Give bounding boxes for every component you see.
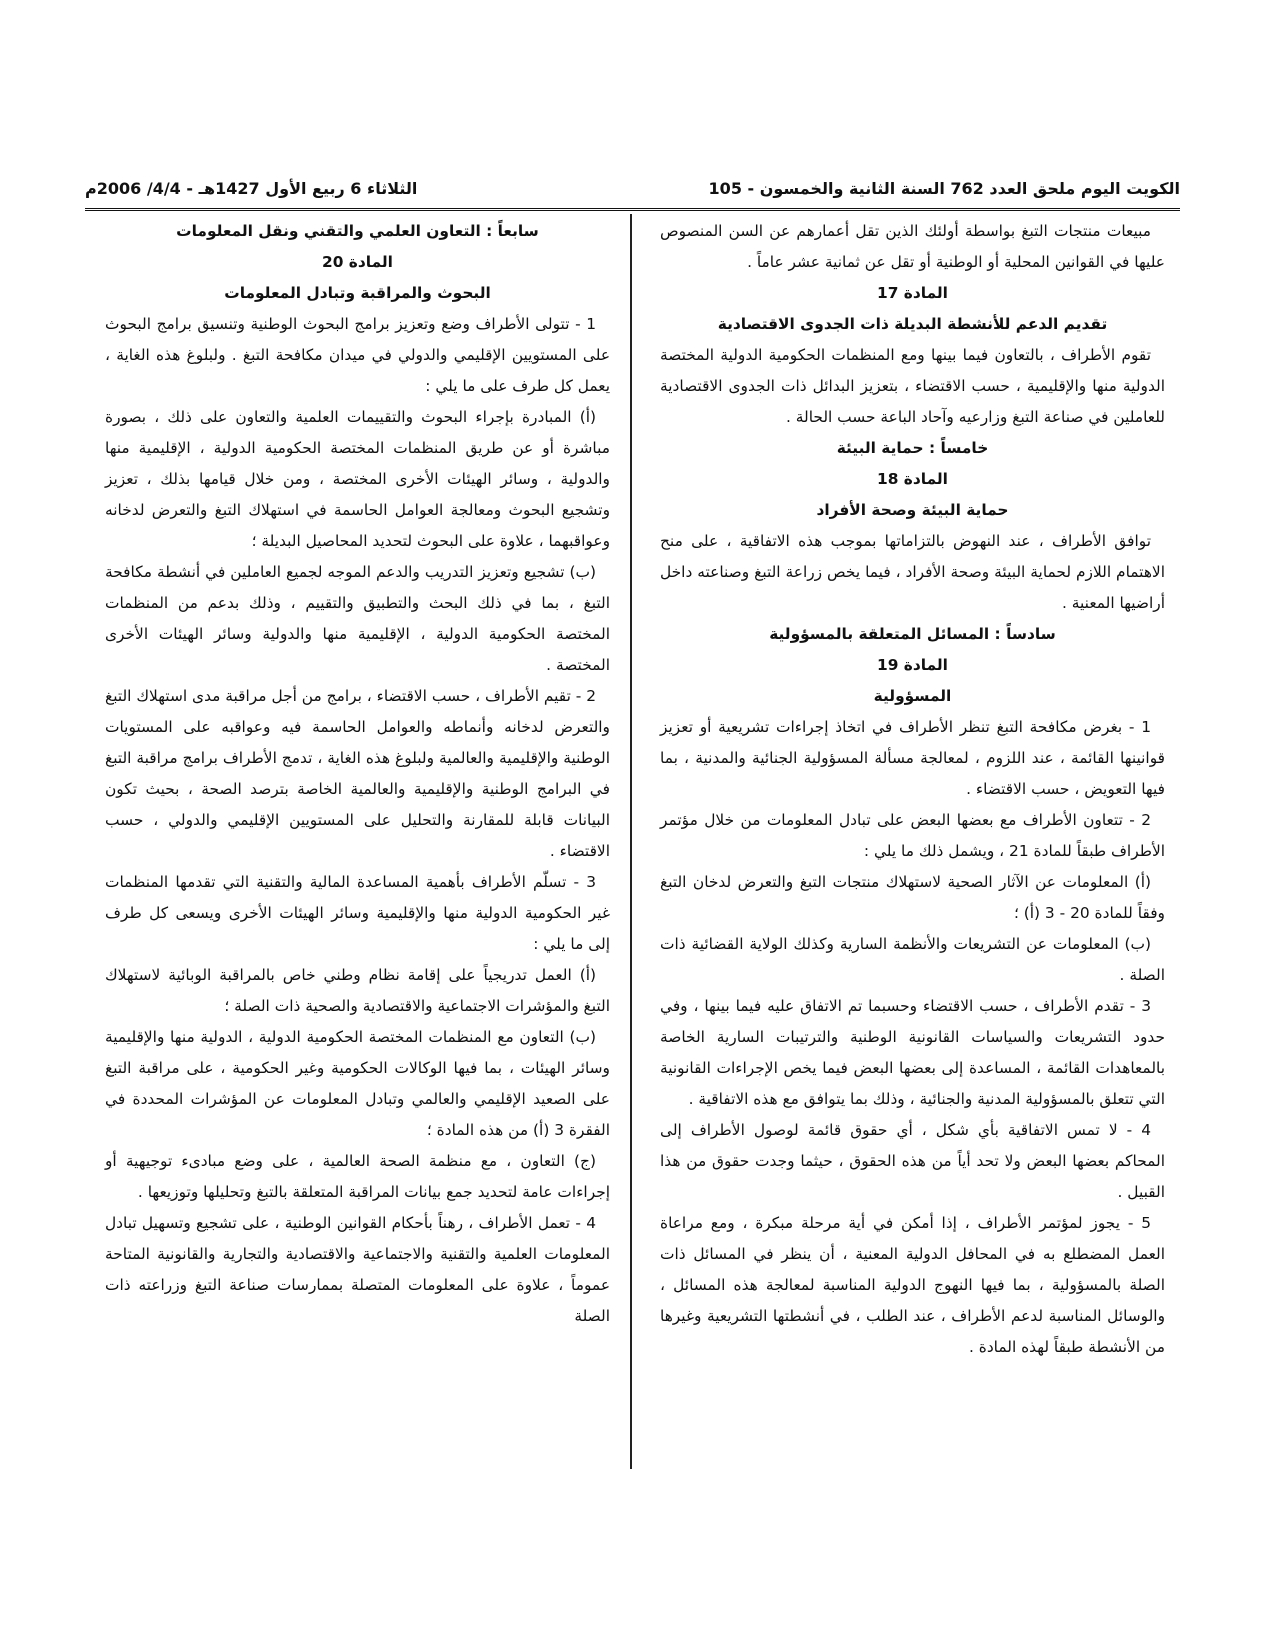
article-20-paragraph-3b: (ب) التعاون مع المنظمات المختصة الحكومية الدولية ، الدولية منها والإقليمية وسائر الهيئات ، بما فيها الوكالات الحكومية وغير الحكومية ، على مراقبة التبغ على الصعيد الإقليمي والعالمي وتبادل المعلومات عن المؤشرات المحددة في الفقرة 3 (أ) من هذه المادة ؛ (105, 1028, 610, 1139)
section-5-title: خامساً : حماية البيئة (836, 439, 989, 457)
article-17-number: المادة 17 (877, 284, 948, 302)
right-column (660, 216, 1165, 1363)
continued-paragraph: مبيعات منتجات التبغ بواسطة أولئك الذين تقل أعمارهم عن السن المنصوص عليها في القوانين المحلية أو الوطنية أو تقل عن ثمانية عشر عاماً . (660, 222, 1165, 271)
section-7-title: سابعاً : التعاون العلمي والتقني ونقل المعلومات (176, 222, 539, 240)
header-issue-info: الكويت اليوم ملحق العدد 762 السنة الثانية والخمسون - 105 (708, 178, 1180, 198)
article-17-paragraph: تقوم الأطراف ، بالتعاون فيما بينها ومع المنظمات الحكومية الدولية المختصة الدولية منها والإقليمية ، حسب الاقتضاء ، بتعزيز البدائل ذات الجدوى الاقتصادية للعاملين في صناعة التبغ وزارعيه وآحاد الباعة حسب الحالة . (660, 346, 1165, 426)
article-18-number: المادة 18 (877, 470, 948, 488)
page-header (85, 168, 1180, 211)
article-20-title: البحوث والمراقبة وتبادل المعلومات (224, 284, 491, 302)
article-20-paragraph-3: 3 - تسلّم الأطراف بأهمية المساعدة المالية والتقنية التي تقدمها المنظمات غير الحكومية الدولية منها والإقليمية وسائر الهيئات الأخرى ويسعى كل طرف إلى ما يلي : (105, 873, 610, 953)
article-19-paragraph-2: 2 - تتعاون الأطراف مع بعضها البعض على تبادل المعلومات من خلال مؤتمر الأطراف طبقاً للمادة 21 ، ويشمل ذلك ما يلي : (660, 811, 1165, 860)
article-20-paragraph-1: 1 - تتولى الأطراف وضع وتعزيز برامج البحوث الوطنية وتنسيق برامج البحوث على المستويين الإقليمي والدولي في ميدان مكافحة التبغ . ولبلوغ هذه الغاية ، يعمل كل طرف على ما يلي : (105, 315, 610, 395)
article-19-paragraph-4: 4 - لا تمس الاتفاقية بأي شكل ، أي حقوق قائمة لوصول الأطراف إلى المحاكم بعضها البعض ولا تحد أياً من هذه الحقوق ، حيثما وجدت حقوق من هذا القبيل . (660, 1121, 1165, 1201)
left-column (105, 216, 610, 1332)
article-19-paragraph-2b: (ب) المعلومات عن التشريعات والأنظمة السارية وكذلك الولاية القضائية ذات الصلة . (660, 935, 1165, 984)
article-20-number: المادة 20 (322, 253, 393, 271)
article-19-title: المسؤولية (873, 687, 952, 705)
article-19-paragraph-1: 1 - بغرض مكافحة التبغ تنظر الأطراف في اتخاذ إجراءات تشريعية أو تعزيز قوانينها القائمة ، عند اللزوم ، لمعالجة مسألة المسؤولية الجنائية والمدنية ، بما فيها التعويض ، حسب الاقتضاء . (660, 718, 1165, 798)
article-20-paragraph-2: 2 - تقيم الأطراف ، حسب الاقتضاء ، برامج من أجل مراقبة مدى استهلاك التبغ والتعرض لدخانه وأنماطه والعوامل الحاسمة فيه وعواقبه على المستويات الوطنية والإقليمية والعالمية ولبلوغ هذه الغاية ، تدمج الأطراف برامج مراقبة التبغ في البرامج الوطنية والإقليمية والعالمية الخاصة بترصد الصحة ، بحيث تكون البيانات قابلة للمقارنة والتحليل على المستويين الإقليمي والدولي ، حسب الاقتضاء . (105, 687, 610, 860)
article-18-title: حماية البيئة وصحة الأفراد (816, 501, 1009, 519)
article-17-title: تقديم الدعم للأنشطة البديلة ذات الجدوى الاقتصادية (717, 315, 1108, 333)
article-19-paragraph-5: 5 - يجوز لمؤتمر الأطراف ، إذا أمكن في أية مرحلة مبكرة ، ومع مراعاة العمل المضطلع به في المحافل الدولية المعنية ، أن ينظر في المسائل ذات الصلة بالمسؤولية ، بما فيها النهوج الدولية المناسبة لمعالجة هذه المسائل ، والوسائل المناسبة لدعم الأطراف ، عند الطلب ، في أنشطتها التشريعية وغيرها من الأنشطة طبقاً لهذه المادة . (660, 1214, 1165, 1356)
article-20-paragraph-1b: (ب) تشجيع وتعزيز التدريب والدعم الموجه لجميع العاملين في أنشطة مكافحة التبغ ، بما في ذلك البحث والتطبيق والتقييم ، وذلك بدعم من المنظمات المختصة الحكومية الدولية ، الإقليمية منها والدولية وسائر الهيئات الأخرى المختصة . (105, 563, 610, 674)
header-date: الثلاثاء 6 ربيع الأول 1427هـ - 4/4/ 2006م (85, 178, 418, 198)
column-divider (630, 214, 632, 1469)
article-20-paragraph-3c: (ج) التعاون ، مع منظمة الصحة العالمية ، على وضع مبادىء توجيهية أو إجراءات عامة لتحديد جمع بيانات المراقبة المتعلقة بالتبغ وتحليلها وتوزيعها . (105, 1152, 610, 1201)
article-19-paragraph-3: 3 - تقدم الأطراف ، حسب الاقتضاء وحسبما تم الاتفاق عليه فيما بينها ، وفي حدود التشريعات والسياسات القانونية الوطنية والترتيبات السارية الخاصة بالمعاهدات القائمة ، المساعدة إلى بعضها البعض فيما يخص الإجراءات القانونية التي تتعلق بالمسؤولية المدنية والجنائية ، وذلك بما يتوافق مع هذه الاتفاقية . (660, 997, 1165, 1108)
article-20-paragraph-4: 4 - تعمل الأطراف ، رهناً بأحكام القوانين الوطنية ، على تشجيع وتسهيل تبادل المعلومات العلمية والتقنية والاجتماعية والاقتصادية والتجارية والقانونية المتاحة عموماً ، علاوة على المعلومات المتصلة بممارسات صناعة التبغ وزراعته ذات الصلة (105, 1214, 610, 1325)
article-20-paragraph-3a: (أ) العمل تدريجياً على إقامة نظام وطني خاص بالمراقبة الوبائية لاستهلاك التبغ والمؤشرات الاجتماعية والاقتصادية والصحية ذات الصلة ؛ (105, 966, 610, 1015)
article-20-paragraph-1a: (أ) المبادرة بإجراء البحوث والتقييمات العلمية والتعاون على ذلك ، بصورة مباشرة أو عن طريق المنظمات المختصة الحكومية الدولية ، الإقليمية منها والدولية ، وسائر الهيئات الأخرى المختصة ، ومن خلال قيامها بذلك ، تعزيز وتشجيع البحوث ومعالجة العوامل الحاسمة في استهلاك التبغ والتعرض لدخانه وعواقبهما ، علاوة على البحوث لتحديد المحاصيل البديلة ؛ (105, 408, 610, 550)
article-18-paragraph: توافق الأطراف ، عند النهوض بالتزاماتها بموجب هذه الاتفاقية ، على منح الاهتمام اللازم لحماية البيئة وصحة الأفراد ، فيما يخص زراعة التبغ وصناعته داخل أراضيها المعنية . (660, 532, 1165, 612)
article-19-number: المادة 19 (877, 656, 948, 674)
article-19-paragraph-2a: (أ) المعلومات عن الآثار الصحية لاستهلاك منتجات التبغ والتعرض لدخان التبغ وفقاً للمادة 20 - 3 (أ) ؛ (660, 873, 1165, 922)
section-6-title: سادساً : المسائل المتعلقة بالمسؤولية (769, 625, 1056, 643)
